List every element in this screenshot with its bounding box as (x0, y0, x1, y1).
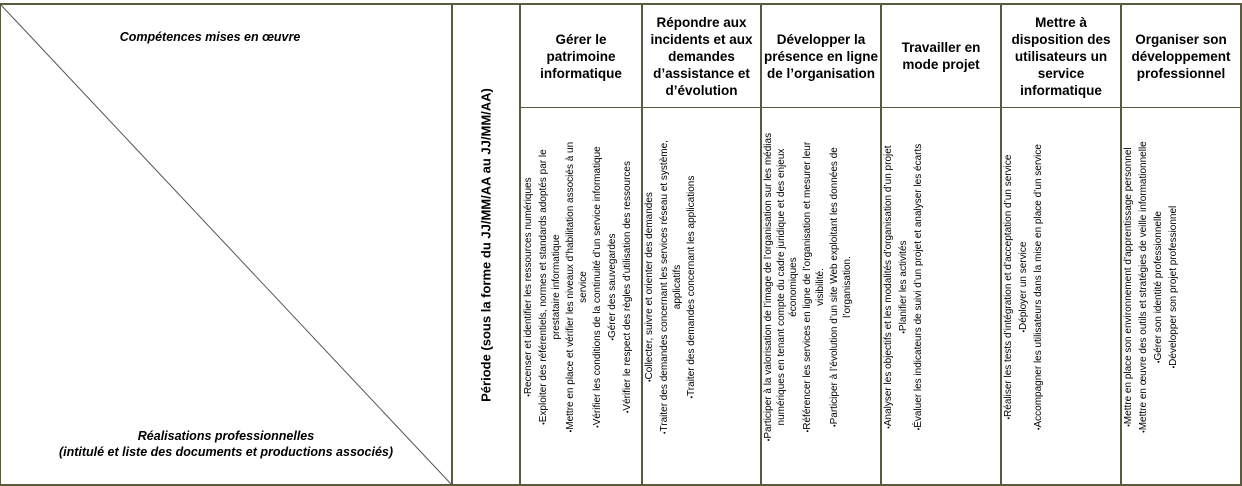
header-mettre-disposition (1002, 5, 1120, 107)
header-organiser-developpement (1122, 5, 1240, 107)
body-gerer-patrimoine (521, 108, 641, 484)
items-list (1003, 126, 1048, 448)
list-item: • Traiter des demandes concernant les applications (686, 126, 699, 448)
header-title: Gérer le patrimoine informatique (540, 31, 622, 81)
rotated-list (1003, 126, 1119, 466)
rotated-list (523, 126, 639, 466)
diagonal-header-cell (0, 0, 452, 486)
list-item: • Participer à la valorisation de l’image de l’organisation sur les médias numériques en tenant compte du cadre juridique et des enjeux économiques (763, 126, 800, 448)
list-item: • Référencer les services en ligne de l’organisation et mesurer leur visibilité. (802, 126, 827, 448)
list-item: • Mettre en place son environnement d’apprentissage personnel (1123, 126, 1136, 448)
realisations-label (0, 428, 452, 460)
header-developper-presence (762, 5, 880, 107)
items-list (763, 126, 856, 448)
list-item: • Développer son projet professionnel (1168, 126, 1181, 448)
body-mettre-disposition (1002, 108, 1120, 484)
rotated-list (644, 126, 760, 466)
items-list (523, 126, 637, 448)
diagonal-line (0, 0, 452, 486)
list-item: • Déployer un service (1018, 126, 1031, 448)
header-title: Mettre à disposition des utilisateurs un service informatique (1011, 14, 1111, 98)
rotated-list (1123, 126, 1239, 466)
header-gerer-patrimoine (521, 5, 641, 107)
realisations-subtitle: (intitulé et liste des documents et productions associés) (58, 445, 394, 459)
list-item: • Gérer son identité professionnelle (1153, 126, 1166, 448)
realisations-title: Réalisations professionnelles (137, 429, 315, 443)
header-title: Développer la présence en ligne de l’organisation (763, 31, 879, 81)
list-item: • Gérer des sauvegardes (607, 126, 620, 448)
items-list (1123, 126, 1183, 448)
competences-label: Compétences mises en œuvre (119, 30, 301, 44)
items-list (883, 126, 928, 448)
list-item: • Exploiter des référentiels, normes et standards adoptés par le prestataire informatique (538, 126, 563, 448)
body-organiser-developpement (1122, 108, 1240, 484)
list-item: • Évaluer les indicateurs de suivi d’un projet et analyser les écarts (913, 126, 926, 448)
header-title: Travailler en mode projet (901, 40, 981, 72)
list-item: • Mettre en œuvre des outils et stratégies de veille informationnelle (1138, 126, 1151, 448)
header-travailler-projet (882, 5, 1000, 107)
list-item: • Participer à l’évolution d’un site Web exploitant les données de l’organisation. (829, 126, 854, 448)
list-item: • Recenser et identifier les ressources numériques (523, 126, 536, 448)
list-item: • Analyser les objectifs et les modalités d’organisation d’un projet (883, 126, 896, 448)
header-repondre-incidents (643, 5, 760, 107)
items-list (644, 126, 701, 448)
list-item: • Planifier les activités (898, 126, 911, 448)
body-repondre-incidents (643, 108, 760, 484)
list-item: • Traiter des demandes concernant les services réseau et système, applicatifs (659, 126, 684, 448)
list-item: • Mettre en place et vérifier les niveaux d’habilitation associés à un service (565, 126, 590, 448)
periode-header: Période (sous la forme du JJ/MM/AA au JJ/MM/AA) (478, 87, 494, 402)
list-item: • Accompagner les utilisateurs dans la mise en place d’un service (1033, 126, 1046, 448)
list-item: • Vérifier les conditions de la continuité d’un service informatique (592, 126, 605, 448)
rotated-list (883, 126, 999, 466)
rotated-list (763, 126, 879, 466)
header-title: Organiser son développement professionnel (1131, 31, 1231, 81)
header-title: Répondre aux incidents et aux demandes d’assistance et d’évolution (650, 14, 753, 98)
list-item: • Réaliser les tests d’intégration et d’acceptation d’un service (1003, 126, 1016, 448)
list-item: • Collecter, suivre et orienter des demandes (644, 126, 657, 448)
body-developper-presence (762, 108, 880, 484)
body-travailler-projet (882, 108, 1000, 484)
periode-column (452, 5, 520, 484)
list-item: • Vérifier le respect des règles d’utilisation des ressources (622, 126, 635, 448)
